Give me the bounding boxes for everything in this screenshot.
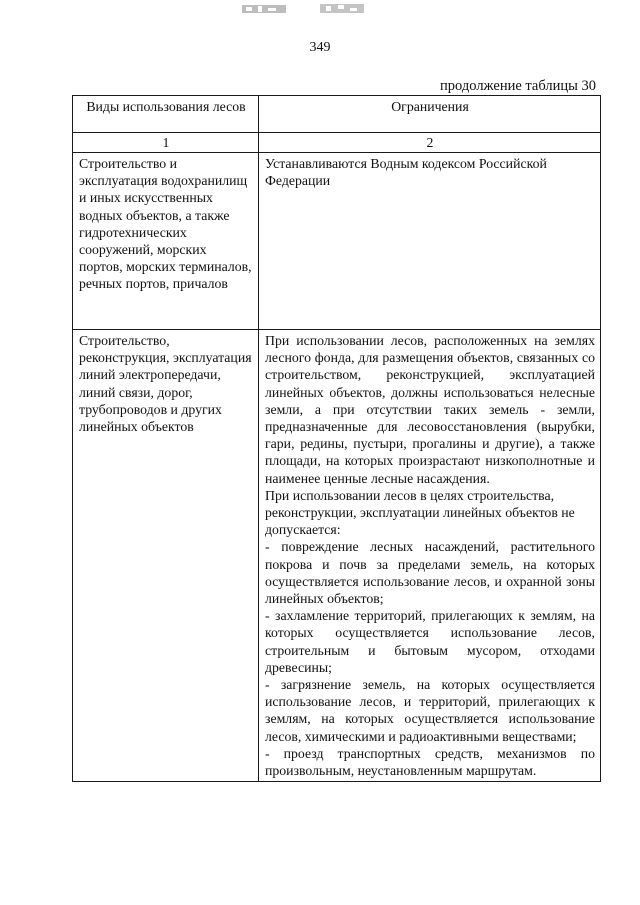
table-header-row — [73, 96, 601, 133]
use-cell — [73, 153, 259, 330]
restriction-paragraph: При использовании лесов, расположенных на землях лесного фонда, для размещения объектов, связанных со строительством, реконструкцией, эксплуатацией линейных объектов, должны использоваться нелесные земли, а при отсутствии таких земель - земли, предназначенные для лесовосстановления (вырубки, гари, редины, пустыри, прогалины и другие), а также площади, на которых произрастают низкополнотные и наименее ценные лесные насаждения. — [265, 333, 595, 486]
table-continuation-label: продолжение таблицы 30 — [440, 78, 596, 94]
column-number-1: 1 — [73, 133, 259, 153]
restriction-cell — [259, 330, 601, 782]
header-stamp — [240, 2, 370, 18]
restriction-list-item: - проезд транспортных средств, механизмов по произвольным, неустановленным маршрутам. — [265, 745, 595, 779]
column-header-use: Виды использования лесов — [73, 96, 259, 133]
restriction-paragraph: При использовании лесов в целях строительства, реконструкции, эксплуатации линейных объектов не допускается: — [265, 487, 575, 538]
restriction-list-item: - загрязнение земель, на которых осуществляется использование лесов, и территорий, прилегающих к землям, на которых осуществляется использование лесов, химическими и радиоактивными веществами; — [265, 677, 595, 744]
restriction-list-item: - повреждение лесных насаждений, растительного покрова и почв за пределами земель, на которых осуществляется использование лесов, и охранной зоны линейных объектов; — [265, 539, 595, 607]
stamp-icon — [240, 2, 370, 18]
table-row — [73, 153, 601, 330]
restriction-cell — [259, 153, 601, 330]
column-number-row — [73, 133, 601, 153]
restriction-list-item: - захламление территорий, прилегающих к землям, на которых осуществляется использование лесов, строительным и бытовым мусором, отходами древесины; — [265, 608, 595, 675]
column-header-restrictions: Ограничения — [259, 96, 601, 133]
use-cell — [73, 330, 259, 782]
use-text: Строительство и эксплуатация водохранилищ и иных искусственных водных объектов, а также гидротехнических сооружений, морских портов, морских терминалов, речных портов, причалов — [79, 156, 252, 292]
restrictions-table — [72, 95, 601, 782]
page-number: 349 — [309, 40, 331, 55]
use-text: Строительство, реконструкция, эксплуатация линий электропередачи, линий связи, дорог, трубопроводов и других линейных объектов — [79, 333, 252, 435]
table-row — [73, 330, 601, 782]
restriction-paragraph: Устанавливаются Водным кодексом Российской Федерации — [265, 156, 547, 189]
column-number-2: 2 — [259, 133, 601, 153]
